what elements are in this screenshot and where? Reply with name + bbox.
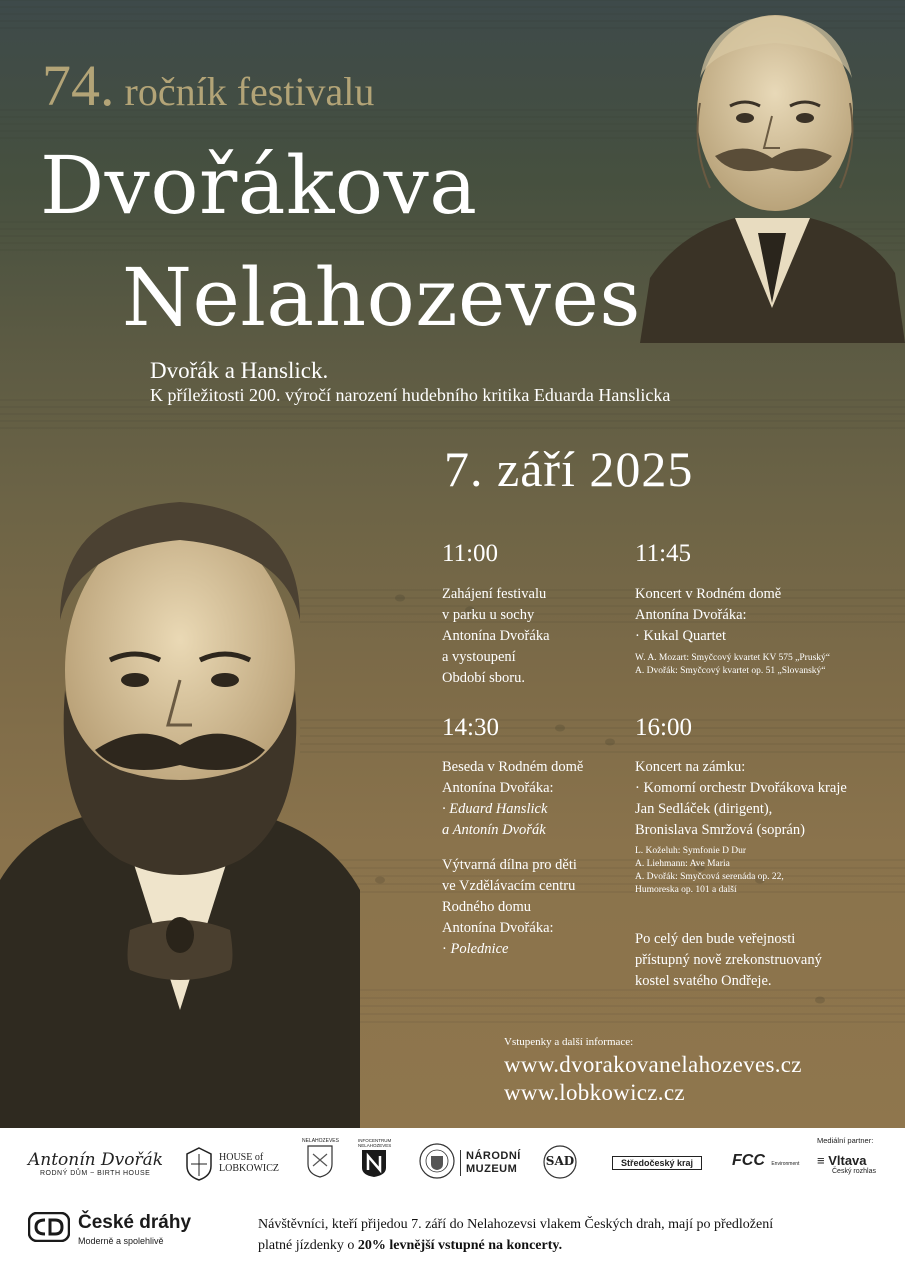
workshop-line: Antonína Dvořáka:	[442, 920, 554, 936]
slot1-time: 11:00	[442, 540, 499, 567]
media-partner-label: Mediální partner:	[817, 1136, 874, 1145]
museum-line2: MUZEUM	[466, 1163, 518, 1175]
slot4-repertoire	[635, 845, 784, 897]
church-note-line: Po celý den bude veřejnosti	[635, 931, 796, 947]
partner-logos	[0, 1128, 905, 1198]
stredocesky-kraj-logo[interactable]	[612, 1156, 702, 1170]
slot4-line: Jan Sedláček (dirigent),	[635, 801, 773, 817]
church-note	[635, 929, 822, 992]
slot4-description	[635, 757, 847, 841]
dvorak-portrait-image	[0, 490, 360, 1128]
infocentrum-text-1: INFOCENTRUM	[358, 1138, 392, 1143]
offer-highlight: 20% levnější vstupné na koncerty.	[357, 1238, 563, 1253]
hanslick-portrait-image	[640, 8, 905, 343]
slot4-line: · Komorní orchestr Dvořákova kraje	[635, 780, 847, 796]
train-discount-offer	[258, 1214, 773, 1256]
footer	[0, 1198, 905, 1280]
festival-edition	[42, 52, 374, 119]
nelahozeves-shield-icon	[305, 1144, 335, 1178]
repertoire-item: L. Koželuh: Symfonie D Dur	[635, 846, 747, 856]
slot3-description	[442, 757, 583, 841]
slot3-time: 14:30	[442, 714, 499, 741]
slot4-line: Koncert na zámku:	[635, 759, 746, 775]
repertoire-item: A. Liehmann: Ave Maria	[635, 859, 730, 869]
repertoire-item: A. Dvořák: Smyčcová serenáda op. 22,	[635, 872, 784, 882]
vltava-sub: Český rozhlas	[832, 1168, 876, 1175]
slot4-line: Bronislava Smržová (soprán)	[635, 822, 805, 838]
slot1-description	[442, 584, 550, 689]
offer-line-2	[258, 1235, 773, 1256]
title-line-2: Nelahozeves	[122, 251, 641, 344]
offer-line-1: Návštěvníci, kteří přijedou 7. září do Nelahozevsi vlakem Českých drah, mají po předložení	[258, 1217, 774, 1232]
workshop-title-line	[442, 939, 577, 960]
church-note-line: přístupný nově zrekonstruovaný	[635, 952, 822, 968]
museum-line1: NÁRODNÍ	[466, 1150, 521, 1162]
slot2-time: 11:45	[635, 540, 692, 567]
dvorak-logo-sub: RODNÝ DŮM ~ BIRTH HOUSE	[40, 1170, 151, 1177]
subtitle: Dvořák a Hanslick.	[150, 358, 329, 383]
repertoire-item: W. A. Mozart: Smyčcový kvartet KV 575 „Pruský“	[635, 653, 830, 663]
repertoire-item: Humoreska op. 101 a další	[635, 885, 737, 895]
edition-number: 74.	[42, 53, 115, 118]
festival-website-link[interactable]: www.dvorakovanelahozeves.cz	[504, 1052, 802, 1077]
vltava-icon: ≡	[817, 1153, 825, 1168]
slot1-line: Zahájení festivalu	[442, 586, 547, 602]
slot3-italic-line: a Antonín Dvořák	[442, 822, 546, 838]
workshop-line: Rodného domu	[442, 899, 532, 915]
museum-divider	[460, 1150, 461, 1176]
ceske-drahy-icon	[28, 1212, 70, 1242]
fcc-environment-logo[interactable]	[732, 1152, 799, 1170]
slot2-line: · Kukal Quartet	[635, 628, 726, 644]
vltava-media-partner[interactable]	[817, 1136, 876, 1175]
slot3-line: Antonína Dvořáka:	[442, 780, 554, 796]
lobkowicz-line2: LOBKOWICZ	[219, 1163, 279, 1174]
infocentrum-text-2: NELAHOZEVES	[358, 1143, 392, 1148]
infocentrum-n-icon	[360, 1148, 388, 1178]
lobkowicz-crest-icon	[183, 1146, 215, 1182]
lobkowicz-line1: HOUSE of	[219, 1152, 264, 1163]
repertoire-item: A. Dvořák: Smyčcový kvartet op. 51 „Slovanský“	[635, 666, 826, 676]
cd-name: České dráhy	[78, 1212, 192, 1233]
edition-label: ročník festivalu	[114, 69, 375, 114]
infocentrum-logo[interactable]	[358, 1138, 390, 1183]
offer-text: platné jízdenky o	[258, 1238, 358, 1253]
slot1-line: a vystoupení	[442, 649, 516, 665]
slot1-line: Období sboru.	[442, 670, 525, 686]
slot2-repertoire	[635, 652, 830, 678]
slot2-line: Antonína Dvořáka:	[635, 607, 747, 623]
slot3-italic-line: · Eduard Hanslick	[442, 801, 548, 817]
museum-seal-icon	[418, 1142, 456, 1180]
festival-date: 7. září 2025	[444, 441, 694, 497]
workshop-line: Výtvarná dílna pro děti	[442, 857, 577, 873]
dvorak-birth-house-logo[interactable]	[28, 1150, 163, 1177]
title-line-1: Dvořákova	[40, 139, 478, 232]
nelahozeves-logo[interactable]	[302, 1138, 338, 1183]
sad-text: SAD	[545, 1154, 575, 1168]
dvorak-logo-name: Antonín Dvořák	[28, 1150, 164, 1170]
tickets-label: Vstupenky a další informace:	[504, 1036, 634, 1048]
ceske-drahy-logo[interactable]	[28, 1210, 248, 1254]
bullet: ·	[442, 941, 451, 957]
slot1-line: v parku u sochy	[442, 607, 535, 623]
cd-slogan: Moderně a spolehlivě	[78, 1236, 164, 1246]
vltava-name: Vltava	[828, 1153, 867, 1168]
workshop-line: ve Vzdělávacím centru	[442, 878, 576, 894]
stredocesky-text: Středočeský kraj	[612, 1156, 702, 1170]
slot2-description	[635, 584, 781, 647]
workshop-title: Polednice	[450, 941, 509, 957]
nelahozeves-logo-text: NELAHOZEVES	[302, 1138, 339, 1144]
slot1-line: Antonína Dvořáka	[442, 628, 550, 644]
slot3-line: Beseda v Rodném domě	[442, 759, 584, 775]
fcc-text: FCC	[732, 1152, 765, 1169]
fcc-sub: Environment	[771, 1161, 800, 1167]
workshop-description	[442, 855, 577, 960]
slot4-time: 16:00	[635, 714, 692, 741]
subtitle-detail: K příležitosti 200. výročí narození hudebního kritika Eduarda Hanslicka	[150, 385, 671, 405]
lobkowicz-website-link[interactable]: www.lobkowicz.cz	[504, 1080, 685, 1105]
slot2-line: Koncert v Rodném domě	[635, 586, 782, 602]
church-note-line: kostel svatého Ondřeje.	[635, 973, 772, 989]
